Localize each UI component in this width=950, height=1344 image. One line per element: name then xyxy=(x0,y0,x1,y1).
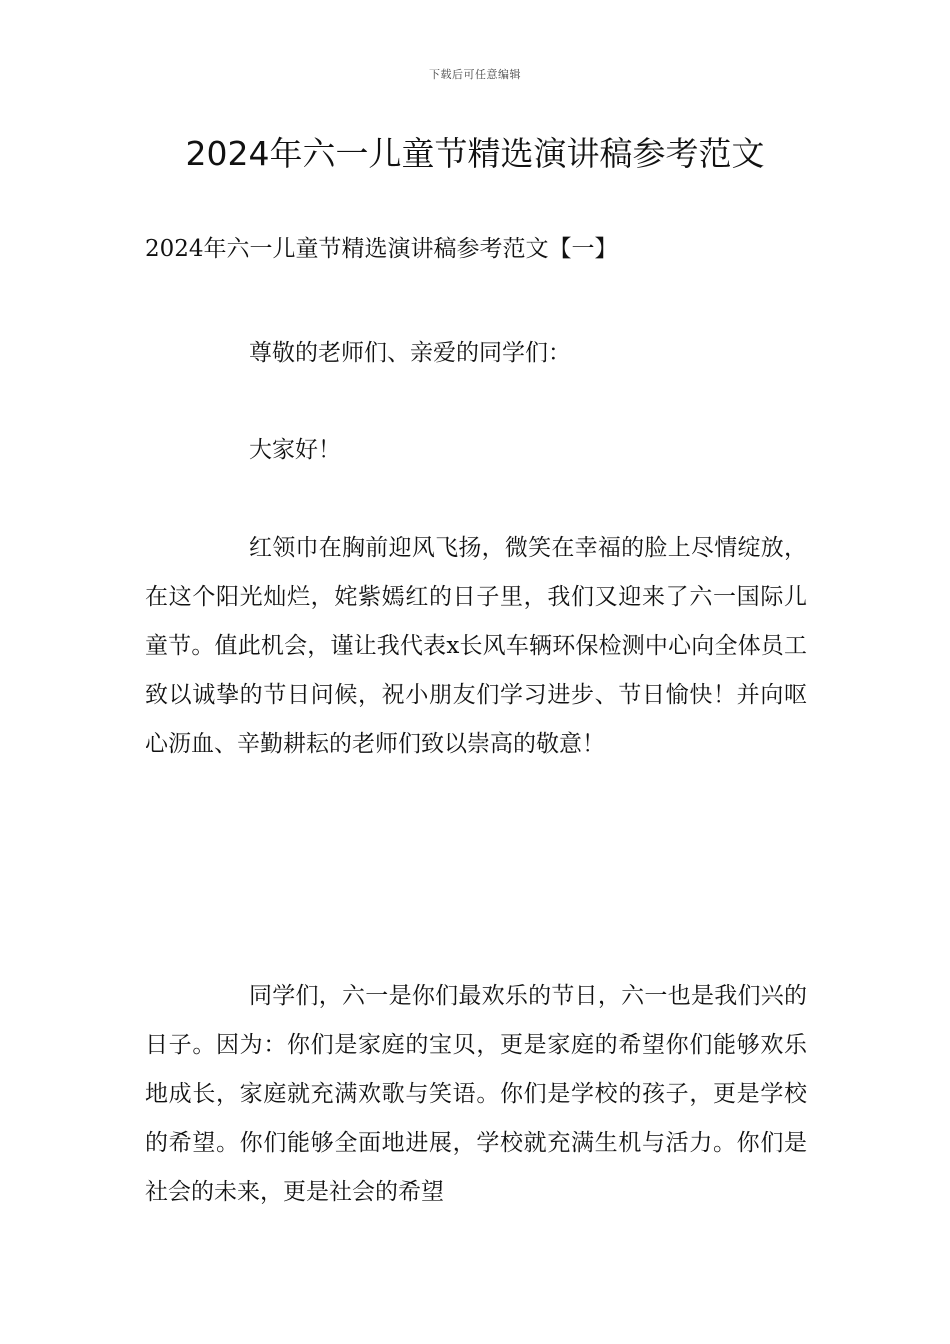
body-paragraph: 红领巾在胸前迎风飞扬，微笑在幸福的脸上尽情绽放，在这个阳光灿烂，姹紫嫣红的日子里，我们又迎来了六一国际儿童节。值此机会，谨让我代表x长风车辆环保检测中心向全体员工致以诚挚的节日问候，祝小朋友们学习进步、节日愉快！并向呕心沥血、辛勤耕耘的老师们致以崇高的敬意！ xyxy=(145,535,807,757)
greeting: 大家好！ xyxy=(249,437,341,463)
section-heading: 2024年六一儿童节精选演讲稿参考范文【一】 xyxy=(145,236,618,262)
salutation: 尊敬的老师们、亲爱的同学们： xyxy=(249,340,571,366)
document-title: 2024年六一儿童节精选演讲稿参考范文 xyxy=(185,134,765,173)
body-paragraph: 同学们，六一是你们最欢乐的节日，六一也是我们兴的日子。因为：你们是家庭的宝贝，更是家庭的希望你们能够欢乐地成长，家庭就充满欢歌与笑语。你们是学校的孩子，更是学校的希望。你们能够全面地进展，学校就充满生机与活力。你们是社会的未来，更是社会的希望 xyxy=(145,983,807,1205)
header-note: 下载后可任意编辑 xyxy=(429,68,521,81)
